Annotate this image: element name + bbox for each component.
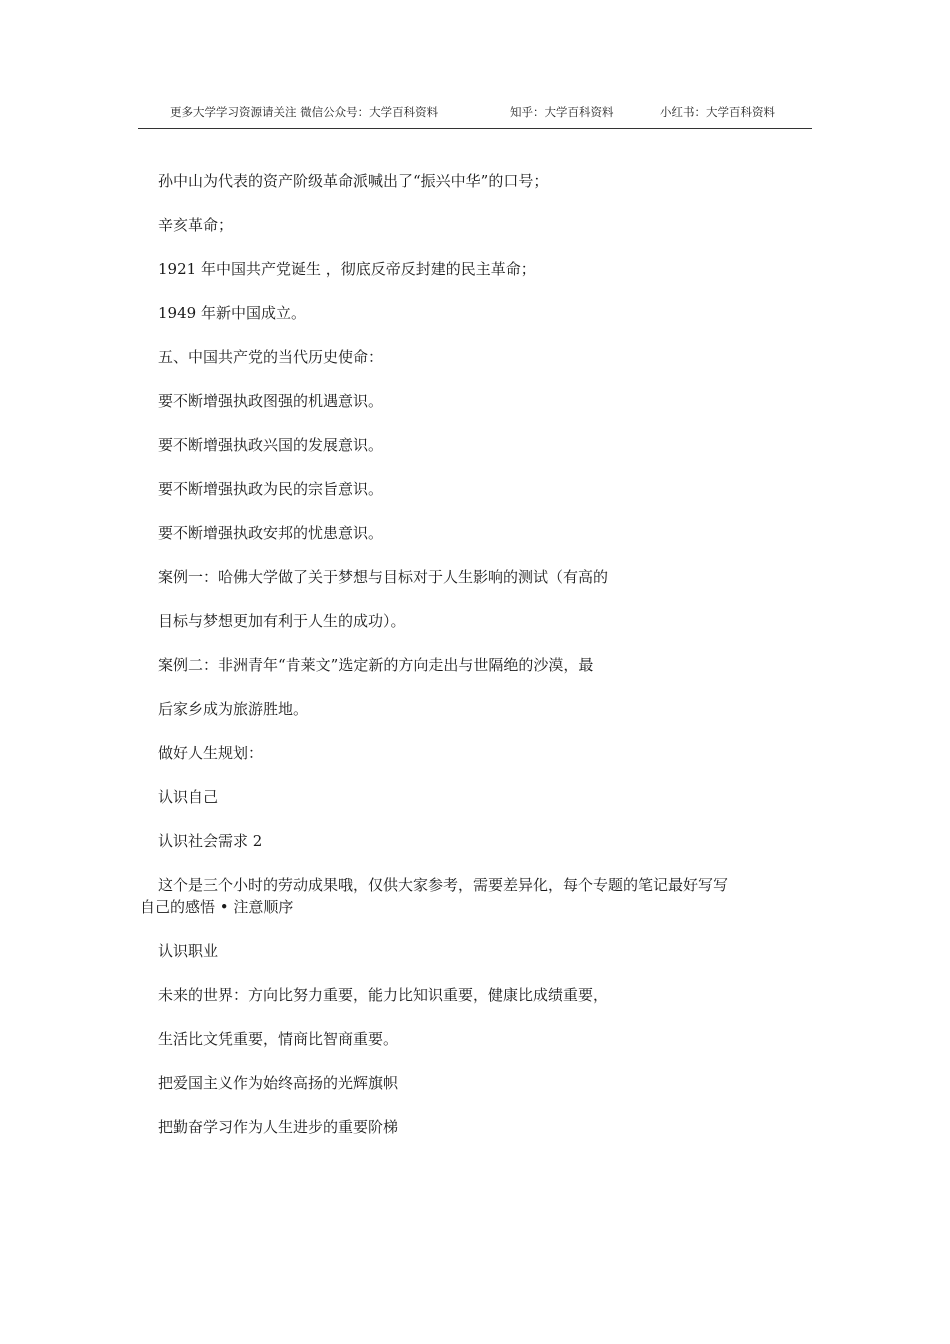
header-wechat-text: 更多大学学习资源请关注 微信公众号：大学百科资料 [170, 105, 439, 119]
document-body [140, 170, 812, 1160]
text-line: 案例一：哈佛大学做了关于梦想与目标对于人生影响的测试（有高的 [158, 568, 609, 586]
text-line: 1949 年新中国成立。 [158, 304, 306, 322]
section-heading: 五、中国共产党的当代历史使命： [158, 348, 384, 366]
text-line: 案例二：非洲青年“肯莱文”选定新的方向走出与世隔绝的沙漠，最 [158, 656, 594, 674]
text-line: 生活比文凭重要，情商比智商重要。 [158, 1030, 399, 1048]
text-line: 把爱国主义作为始终高扬的光辉旗帜 [158, 1074, 399, 1092]
note-continuation-line: 自己的感悟 • 注意顺序 [140, 898, 294, 916]
text-line: 1921 年中国共产党诞生 ，彻底反帝反封建的民主革命； [158, 260, 536, 278]
text-line: 要不断增强执政为民的宗旨意识。 [158, 480, 384, 498]
note-first-line: 这个是三个小时的劳动成果哦，仅供大家参考，需要差异化，每个专题的笔记最好写写 [158, 876, 729, 894]
text-line: 要不断增强执政安邦的忧患意识。 [158, 524, 384, 542]
text-line: 辛亥革命； [158, 216, 234, 234]
text-line: 未来的世界：方向比努力重要，能力比知识重要，健康比成绩重要， [158, 986, 609, 1004]
header-zhihu-text: 知乎：大学百科资料 [510, 105, 614, 119]
text-line: 要不断增强执政兴国的发展意识。 [158, 436, 384, 454]
header-xiaohongshu-text: 小红书：大学百科资料 [660, 105, 775, 119]
note-paragraph [140, 874, 812, 940]
page-header [138, 96, 812, 129]
text-line: 目标与梦想更加有利于人生的成功）。 [158, 612, 406, 630]
text-line: 认识职业 [158, 942, 219, 960]
text-line: 认识自己 [158, 788, 219, 806]
text-line: 孙中山为代表的资产阶级革命派喊出了“振兴中华”的口号； [158, 172, 549, 190]
text-line: 做好人生规划： [158, 744, 264, 762]
text-line: 认识社会需求 2 [158, 832, 263, 850]
text-line: 后家乡成为旅游胜地。 [158, 700, 309, 718]
text-line: 把勤奋学习作为人生进步的重要阶梯 [158, 1118, 399, 1136]
text-line: 要不断增强执政图强的机遇意识。 [158, 392, 384, 410]
